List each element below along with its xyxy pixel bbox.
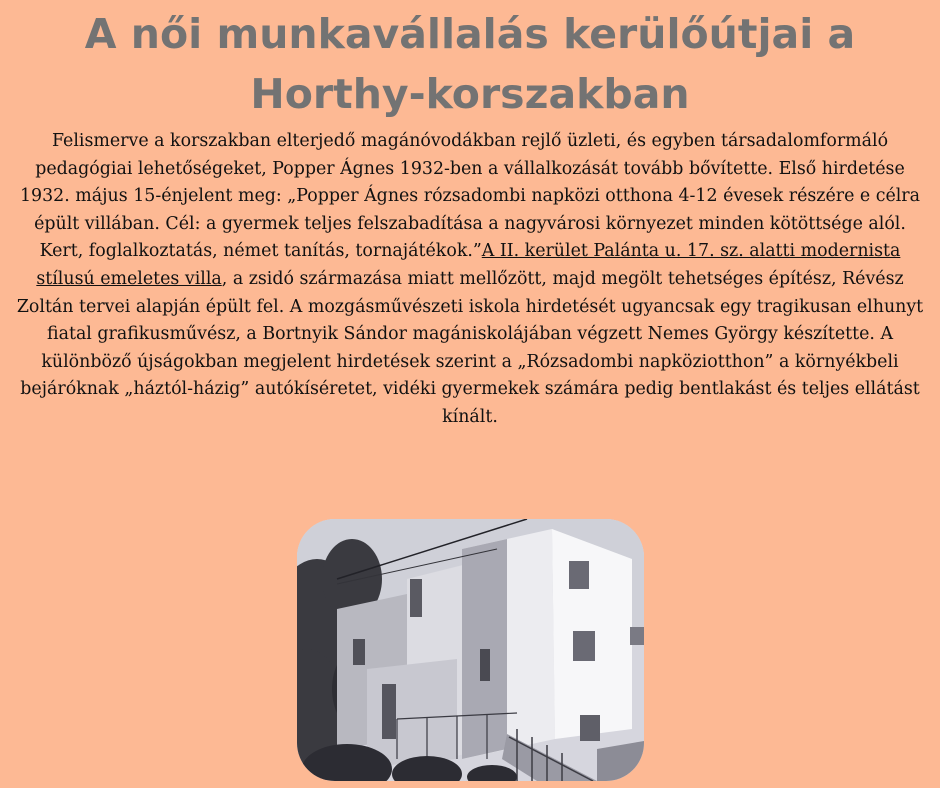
modernist-villa-image xyxy=(297,519,644,781)
villa-photo xyxy=(297,519,644,781)
villa-address-link[interactable]: A II. kerület Palánta u. 17. sz. alatti modernista stílusú emeletes villa xyxy=(36,241,901,289)
title-line-2: Horthy-korszakban xyxy=(250,70,690,118)
page-title xyxy=(0,4,940,124)
article-paragraph xyxy=(14,128,926,432)
article-text-before-link: Felismerve a korszakban elterjedő magánóvodákban rejlő üzleti, és egyben társadalomformáló pedagógiai lehetőségeket, Popper Ágnes 1932-ben a vállalkozását tovább bővítette. Első hirdetése 1932. május 15-énjelent meg: „Popper Ágnes rózsadombi napközi otthona 4-12 évesek részére e célra épült villában. Cél: a gyermek teljes felszabadítása a nagyvárosi környezet minden kötöttsége alól. Kert, foglalkoztatás, német tanítás, tornajátékok.” xyxy=(19,131,920,262)
title-line-1: A női munkavállalás kerülőútjai a xyxy=(84,10,856,58)
article-text-after-link: , a zsidó származása miatt mellőzött, majd megölt tehetséges építész, Révész Zoltán tervei alapján épült fel. A mozgásművészeti iskola hirdetését ugyancsak egy tragikusan elhunyt fiatal grafikusművész, a Bortnyik Sándor magániskolájában végzett Nemes György készítette. A különböző újságokban megjelent hirdetések szerint a „Rózsadombi napköziotthon” a környékbeli bejáróknak „háztól-házig” autókíséretet, vidéki gyermekek számára pedig bentlakást és teljes ellátást kínált. xyxy=(16,268,924,427)
